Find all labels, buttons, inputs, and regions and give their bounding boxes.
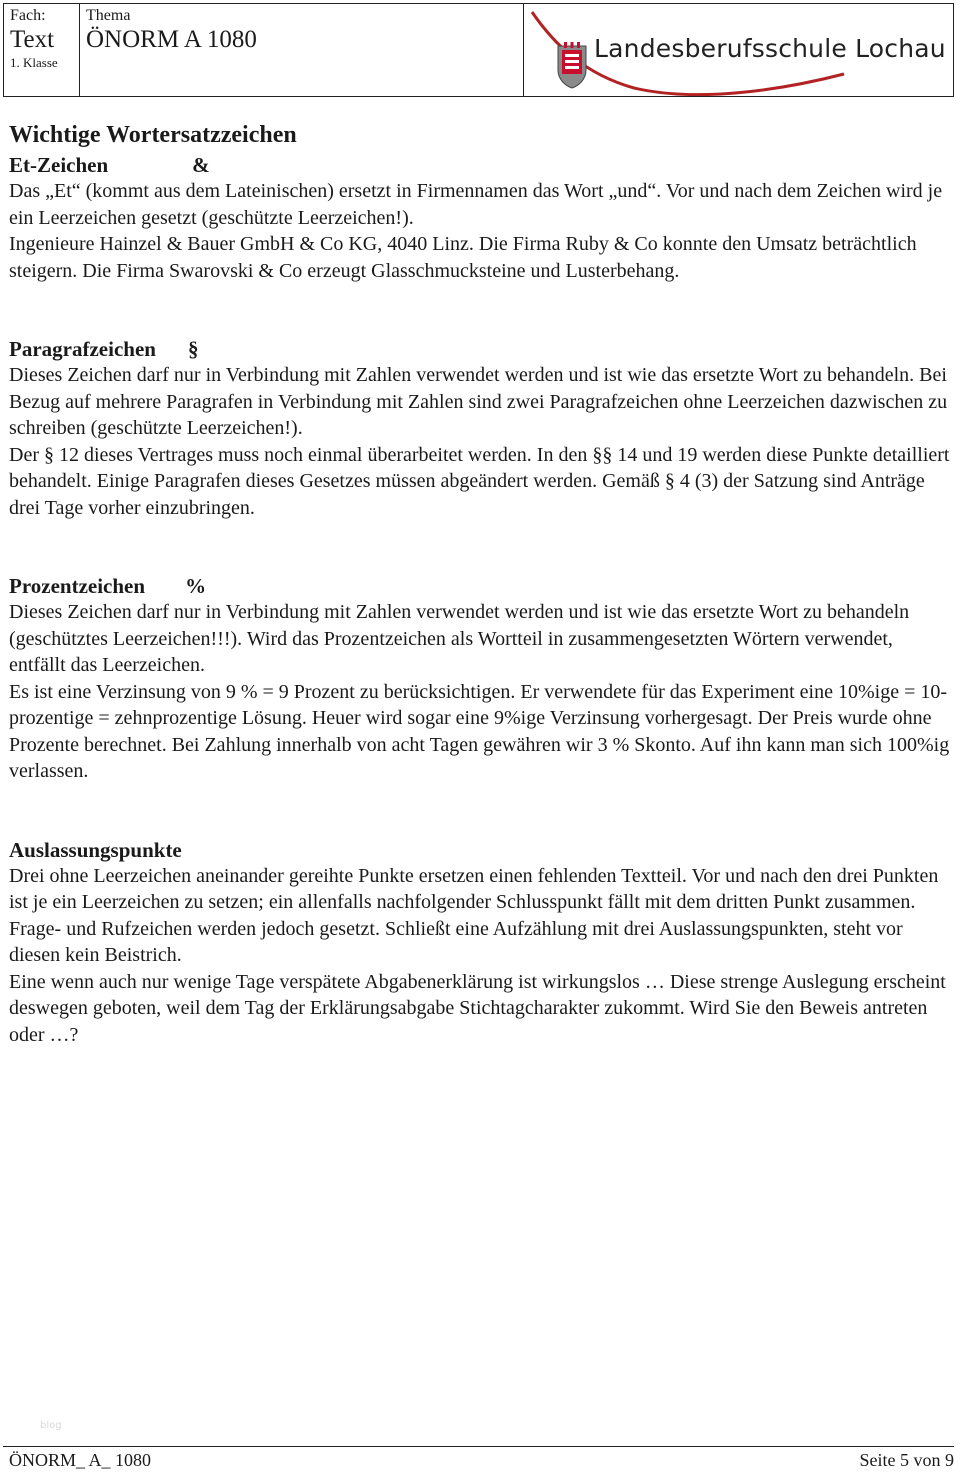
subject-label: Fach:: [10, 7, 46, 24]
school-logo-cell: [524, 4, 953, 96]
section-example: Eine wenn auch nur wenige Tage verspätete Abgabenerklärung ist wirkungslos … Diese strenge Auslegung erscheint deswegen geboten, weil dem Tag der Erklärungsabgabe Stichtagcharakter zukommt. Wird Sie den Beweis antreten oder …?: [9, 970, 946, 1046]
footer-doc-id: ÖNORM_ A_ 1080: [9, 1450, 152, 1470]
subject-value: Text: [10, 26, 55, 53]
section-body: Das „Et“ (kommt aus dem Lateinischen) ersetzt in Firmennamen das Wort „und“. Vor und nach dem Zeichen wird je ein Leerzeichen gesetzt (geschützte Leerzeichen!).: [9, 180, 943, 229]
section-heading: [9, 152, 954, 178]
subject-cell: [4, 4, 80, 96]
section-heading: [9, 837, 954, 863]
document-body: [9, 120, 954, 1048]
heading-text: Prozentzeichen: [9, 574, 146, 598]
section-example: Es ist eine Verzinsung von 9 % = 9 Prozent zu berücksichtigen. Er verwendete für das Experiment eine 10%ige = 10-prozentige = zehnprozentige Lösung. Heuer wird sogar eine 9%ige Verzinsung vorhergesagt. Der Preis wurde ohne Prozente berechnet. Bei Zahlung innerhalb von acht Tagen gewähren wir 3 % Skonto. Auf ihn kann man sich 100%ig verlassen.: [9, 680, 950, 782]
header-table: [3, 3, 954, 97]
watermark: blog: [40, 1420, 62, 1431]
class-label: 1. Klasse: [10, 55, 58, 70]
topic-cell: [80, 4, 524, 96]
section-example: Ingenieure Hainzel & Bauer GmbH & Co KG, 4040 Linz. Die Firma Ruby & Co konnte den Umsatz beträchtlich steigern. Die Firma Swarovski & Co erzeugt Glasschmucksteine und Lusterbehang.: [9, 233, 917, 282]
footer-divider: [3, 1446, 954, 1447]
section-paragrafzeichen: [9, 336, 954, 521]
section-body: Dieses Zeichen darf nur in Verbindung mit Zahlen verwendet werden und ist wie das ersetzte Wort zu behandeln (geschütztes Leerzeichen!!!). Wird das Prozentzeichen als Wortteil in zusammengesetzten Wörtern verwendet, entfällt das Leerzeichen.: [9, 601, 910, 676]
heading-text: Paragrafzeichen: [9, 337, 156, 361]
section-prozentzeichen: [9, 573, 954, 785]
section-auslassungspunkte: [9, 837, 954, 1049]
section-body: Drei ohne Leerzeichen aneinander gereihte Punkte ersetzen einen fehlenden Textteil. Vor und nach den drei Punkten ist je ein Leerzeichen zu setzen; ein allenfalls nachfolgender Schlusspunkt fällt mit dem dritten Punkt zusammen. Frage- und Rufzeichen werden jedoch gesetzt. Schließt eine Aufzählung mit drei Auslassungspunkten, steht vor diesen kein Beistrich.: [9, 864, 939, 966]
coat-of-arms-icon: [556, 40, 588, 90]
heading-symbol: &: [192, 153, 210, 177]
section-et-zeichen: [9, 152, 954, 284]
heading-text: Auslassungspunkte: [9, 837, 182, 862]
heading-text: Et-Zeichen: [9, 153, 109, 177]
school-name: Landesberufsschule Lochau: [594, 34, 946, 63]
page-title: Wichtige Wortersatzzeichen: [9, 122, 297, 148]
section-body: Dieses Zeichen darf nur in Verbindung mit Zahlen verwendet werden und ist wie das ersetzte Wort zu behandeln. Bei Bezug auf mehrere Paragrafen in Verbindung mit Zahlen sind zwei Paragrafzeichen ohne Leerzeichen dazwischen zu schreiben (geschützte Leerzeichen!).: [9, 364, 948, 439]
section-heading: [9, 573, 954, 599]
heading-symbol: %: [185, 574, 207, 598]
footer-page-number: Seite 5 von 9: [859, 1450, 954, 1470]
section-heading: [9, 336, 954, 362]
heading-symbol: §: [187, 337, 199, 361]
section-example: Der § 12 dieses Vertrages muss noch einmal überarbeitet werden. In den §§ 14 und 19 werden diese Punkte detailliert behandelt. Einige Paragrafen dieses Gesetzes müssen abgeändert werden. Gemäß § 4 (3) der Satzung sind Anträge drei Tage vorher einzubringen.: [9, 443, 950, 519]
topic-value: ÖNORM A 1080: [86, 26, 257, 53]
topic-label: Thema: [86, 7, 131, 24]
